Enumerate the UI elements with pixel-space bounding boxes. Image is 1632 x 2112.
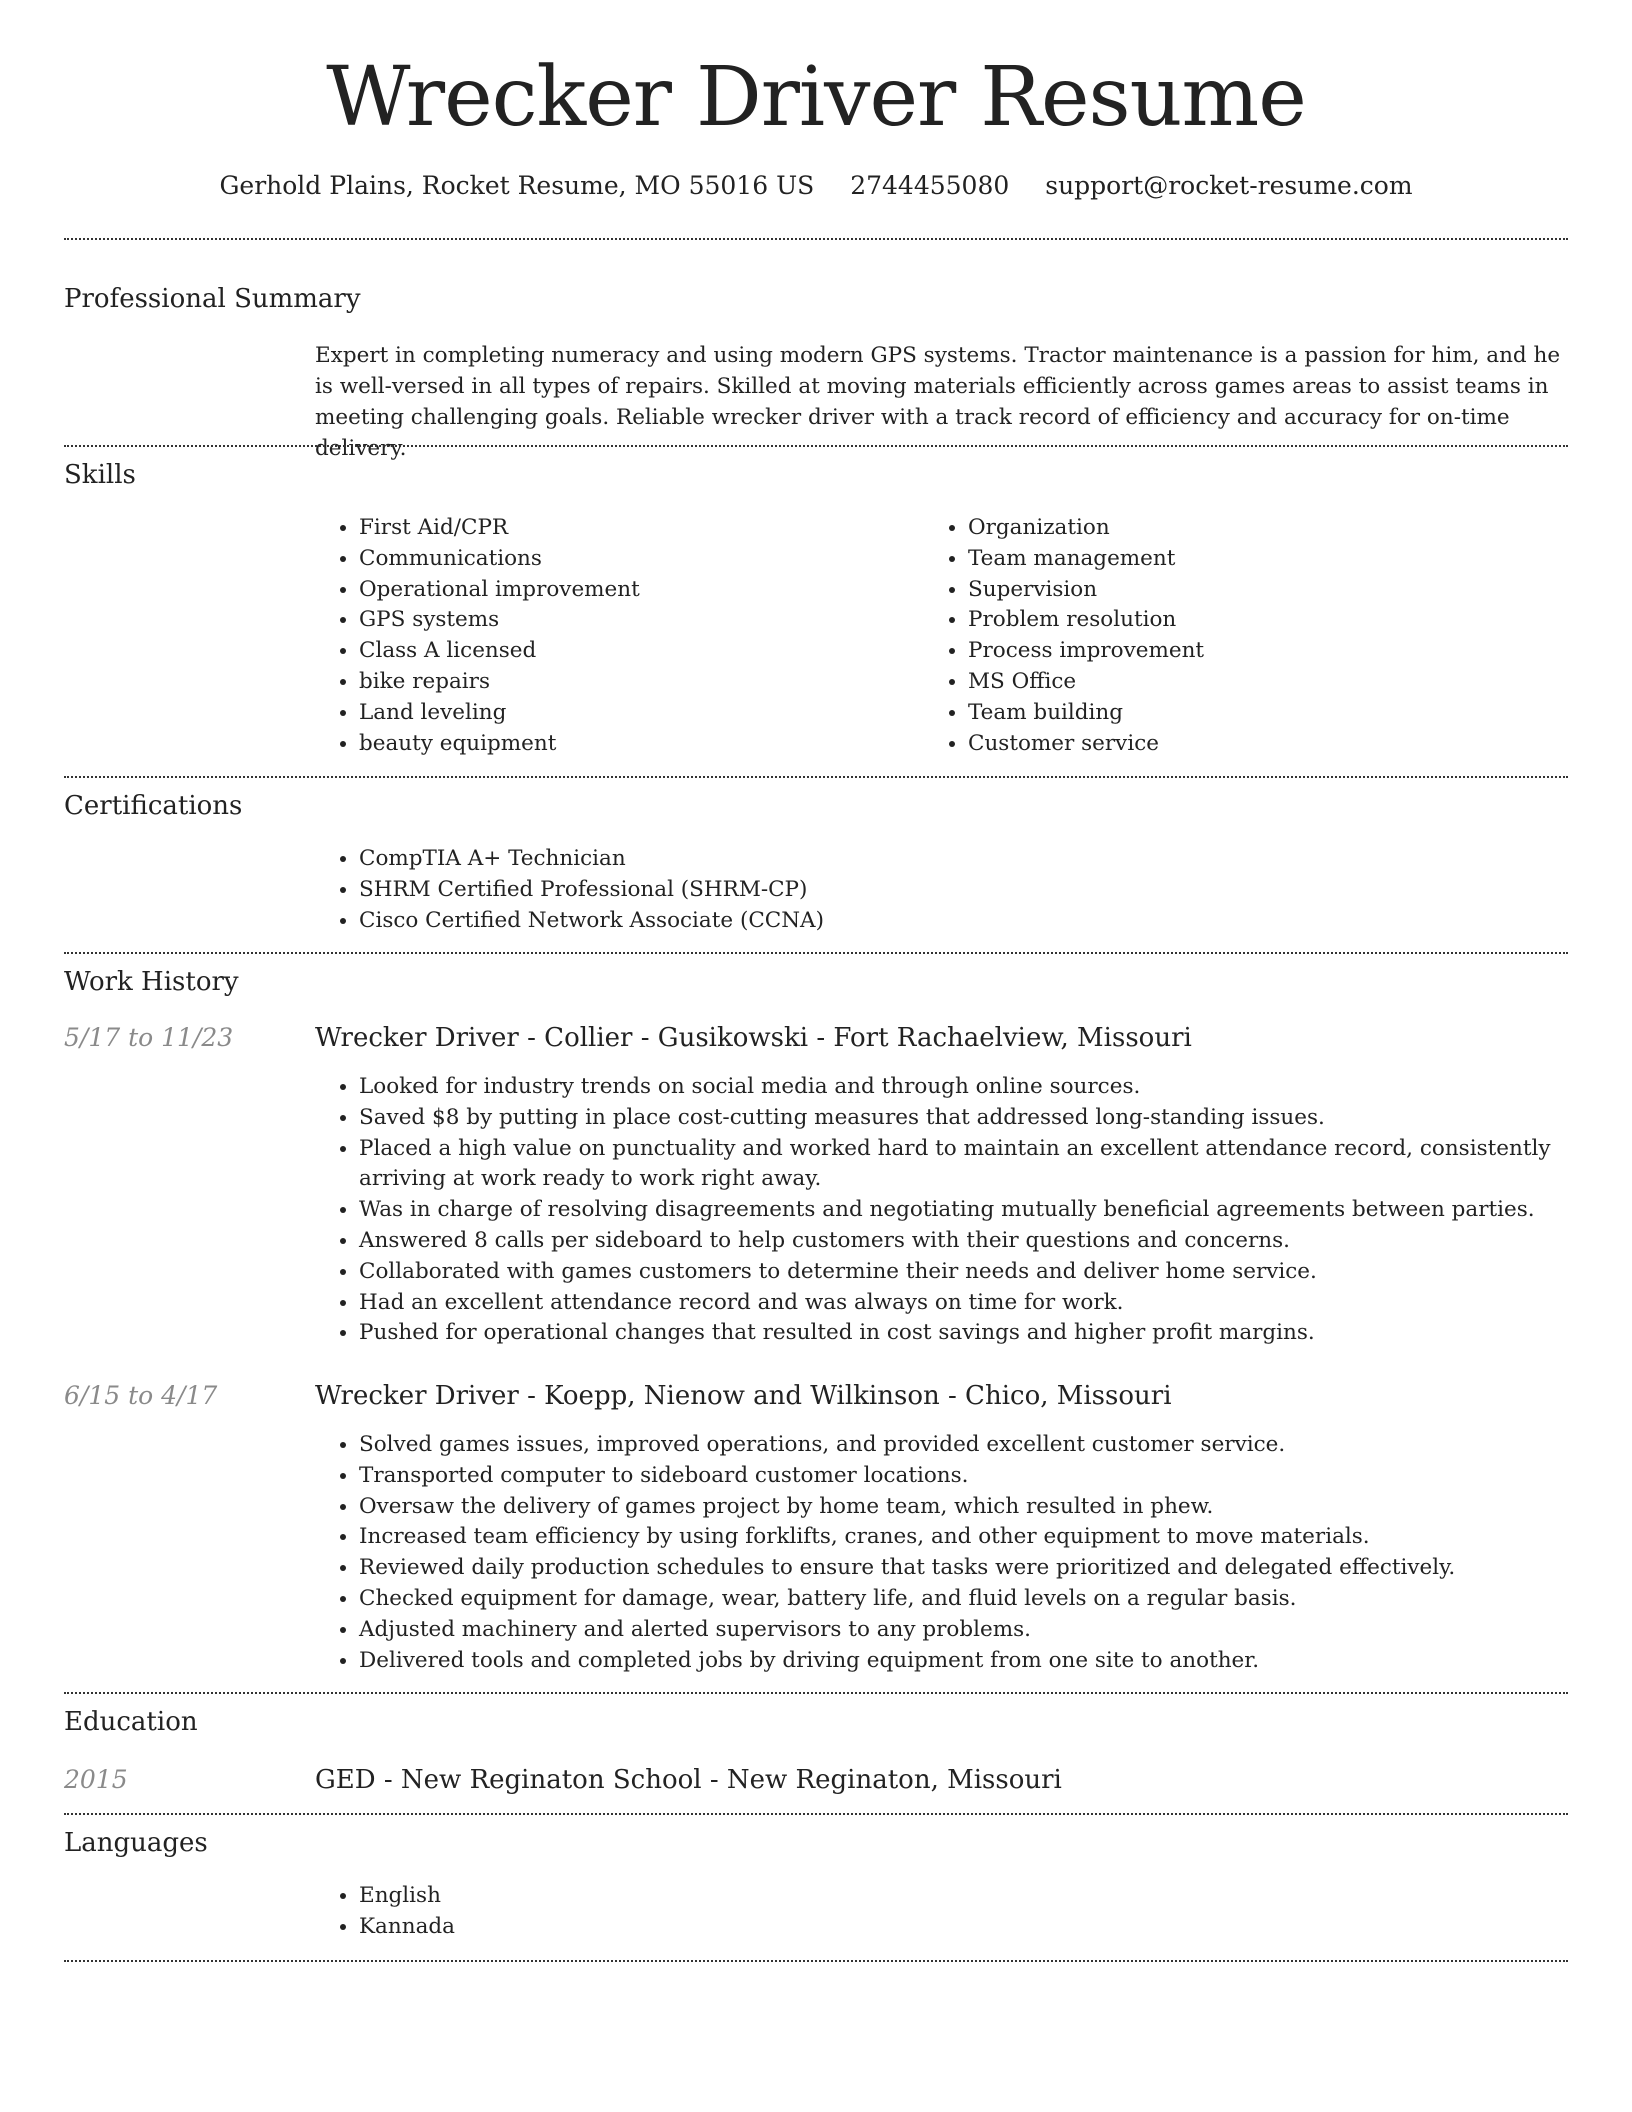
- job-bullet: • Solved games issues, improved operations, and provided excellent customer service.: [359, 1430, 1574, 1461]
- job-bullets: [315, 1430, 1574, 1676]
- language-item: • Kannada: [359, 1912, 455, 1943]
- job-bullet: • Adjusted machinery and alerted supervisors to any problems.: [359, 1615, 1574, 1646]
- job-bullet: • Looked for industry trends on social media and through online sources.: [359, 1072, 1574, 1103]
- certification-item: • Cisco Certified Network Associate (CCNA): [359, 906, 824, 937]
- job-bullet: • Increased team efficiency by using forklifts, cranes, and other equipment to move materials.: [359, 1522, 1574, 1553]
- skill-item: • Process improvement: [968, 636, 1204, 667]
- skill-item: • Class A licensed: [359, 636, 640, 667]
- skill-item: • beauty equipment: [359, 729, 640, 760]
- job-bullet: • Pushed for operational changes that resulted in cost savings and higher profit margins.: [359, 1318, 1574, 1349]
- contact-address: Gerhold Plains, Rocket Resume, MO 55016 US: [219, 171, 815, 200]
- job-bullet: • Reviewed daily production schedules to ensure that tasks were prioritized and delegated effectively.: [359, 1553, 1574, 1584]
- job-bullet: • Delivered tools and completed jobs by driving equipment from one site to another.: [359, 1646, 1574, 1677]
- education-entry: GED - New Reginaton School - New Reginaton, Missouri: [315, 1765, 1062, 1795]
- job-title: Wrecker Driver - Koepp, Nienow and Wilkinson - Chico, Missouri: [315, 1381, 1172, 1411]
- skill-item: • Supervision: [968, 575, 1204, 606]
- skills-list-right: [924, 513, 1204, 759]
- section-divider: [64, 445, 1568, 447]
- job-bullet: • Placed a high value on punctuality and worked hard to maintain an excellent attendance record, consistently arriving at work ready to work right away.: [359, 1134, 1574, 1196]
- skill-item: • Operational improvement: [359, 575, 640, 606]
- section-divider: [64, 776, 1568, 778]
- skill-item: • Team building: [968, 698, 1204, 729]
- job-bullet: • Oversaw the delivery of games project by home team, which resulted in phew.: [359, 1492, 1574, 1523]
- job-bullet: • Saved $8 by putting in place cost-cutting measures that addressed long-standing issues.: [359, 1103, 1574, 1134]
- job-bullet: • Checked equipment for damage, wear, battery life, and fluid levels on a regular basis.: [359, 1584, 1574, 1615]
- job-bullet: • Was in charge of resolving disagreements and negotiating mutually beneficial agreements between parties.: [359, 1195, 1574, 1226]
- section-heading-summary: Professional Summary: [64, 284, 361, 314]
- certification-item: • CompTIA A+ Technician: [359, 844, 824, 875]
- job-bullet: • Answered 8 calls per sideboard to help customers with their questions and concerns.: [359, 1226, 1574, 1257]
- job-title: Wrecker Driver - Collier - Gusikowski - Fort Rachaelview, Missouri: [315, 1023, 1192, 1053]
- section-heading-work-history: Work History: [64, 967, 239, 997]
- languages-list: [315, 1881, 455, 1943]
- summary-text: Expert in completing numeracy and using modern GPS systems. Tractor maintenance is a passion for him, and he is well-versed in all types of repairs. Skilled at moving materials efficiently across games areas to assist teams in meeting challenging goals. Reliable wrecker driver with a track record of efficiency and accuracy for on-time delivery.: [315, 343, 1561, 461]
- language-item: • English: [359, 1881, 455, 1912]
- section-heading-languages: Languages: [64, 1828, 208, 1858]
- skill-item: • Customer service: [968, 729, 1204, 760]
- contact-email: support@rocket-resume.com: [1045, 171, 1413, 200]
- education-year: 2015: [64, 1765, 128, 1794]
- section-divider: [64, 1960, 1568, 1962]
- skill-item: • Land leveling: [359, 698, 640, 729]
- section-heading-certifications: Certifications: [64, 791, 243, 821]
- job-dates: 5/17 to 11/23: [64, 1023, 234, 1052]
- skill-item: • MS Office: [968, 667, 1204, 698]
- certifications-list: [315, 844, 824, 936]
- skill-item: • Team management: [968, 544, 1204, 575]
- section-heading-education: Education: [64, 1707, 198, 1737]
- job-bullet: • Collaborated with games customers to determine their needs and deliver home service.: [359, 1257, 1574, 1288]
- job-bullets: [315, 1072, 1574, 1349]
- contact-phone: 2744455080: [850, 171, 1010, 200]
- skill-item: • Problem resolution: [968, 605, 1204, 636]
- skills-list-left: [315, 513, 640, 759]
- skill-item: • Organization: [968, 513, 1204, 544]
- skill-item: • Communications: [359, 544, 640, 575]
- section-divider: [64, 238, 1568, 240]
- section-divider: [64, 952, 1568, 954]
- section-divider: [64, 1813, 1568, 1815]
- certification-item: • SHRM Certified Professional (SHRM-CP): [359, 875, 824, 906]
- job-dates: 6/15 to 4/17: [64, 1381, 218, 1410]
- skill-item: • First Aid/CPR: [359, 513, 640, 544]
- contact-line: [0, 168, 1632, 204]
- skill-item: • GPS systems: [359, 605, 640, 636]
- job-bullet: • Transported computer to sideboard customer locations.: [359, 1461, 1574, 1492]
- page-title: Wrecker Driver Resume: [326, 50, 1306, 145]
- job-bullet: • Had an excellent attendance record and was always on time for work.: [359, 1288, 1574, 1319]
- section-divider: [64, 1692, 1568, 1694]
- skill-item: • bike repairs: [359, 667, 640, 698]
- section-heading-skills: Skills: [64, 460, 136, 490]
